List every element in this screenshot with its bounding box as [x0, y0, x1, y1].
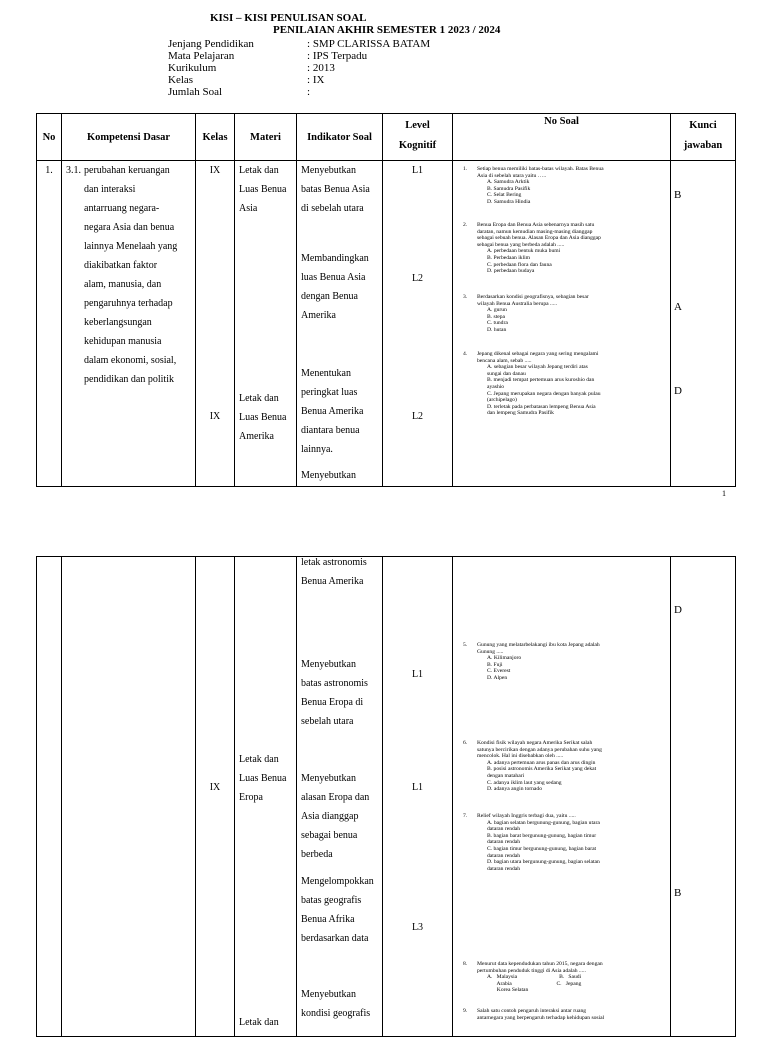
materi-line: Asia	[239, 203, 258, 214]
indikator-line: peringkat luas	[301, 387, 358, 398]
row-number-cell	[37, 557, 62, 1037]
indikator-line: Membandingkan	[301, 253, 369, 264]
meta-row: Kurikulum : 2013	[168, 62, 335, 74]
materi-eropa	[239, 750, 287, 807]
key-cell	[671, 161, 736, 487]
question-option: C. Selat Bering	[487, 192, 522, 199]
kelas-cell	[196, 161, 235, 487]
kelas-value: IX	[209, 165, 221, 176]
indikator-line: Mengelompokkan	[301, 876, 374, 887]
meta-label: Jumlah Soal	[168, 86, 223, 98]
question-stem: Asia di sebelah utara yaitu …..	[477, 172, 547, 179]
level-value: L2	[411, 411, 424, 422]
key-cell	[671, 557, 736, 1037]
question-stem: antarnegara yang berpengaruh terhadap kehidupan sosial	[477, 1014, 605, 1021]
question-7	[463, 813, 663, 872]
question-option: B. posisi astronomis Amerika Serikat yang dekat	[487, 766, 597, 773]
kelas-value: IX	[209, 411, 221, 422]
indikator-line: sebagai benua	[301, 830, 358, 841]
question-stem: Menurut data kependudukan tahun 2015, negara dengan	[477, 961, 603, 967]
indikator-line: dengan Benua	[301, 291, 358, 302]
question-number: 4.	[463, 351, 468, 357]
col-kunci-line-2: jawaban	[683, 140, 723, 151]
indikator-line: diantara benua	[301, 425, 360, 436]
kelas-value: IX	[209, 782, 221, 793]
kd-line: lainnya Menelaah yang	[84, 241, 178, 252]
meta-row: Jumlah Soal :	[168, 86, 313, 98]
indikator-line: batas Benua Asia	[301, 184, 370, 195]
kd-line: diakibatkan faktor	[84, 260, 158, 271]
question-option: Arabia C. Jepang	[487, 980, 582, 987]
question-option: dataran rendah	[487, 839, 521, 846]
table-row	[37, 557, 736, 1037]
question-stem: Setiap benua memiliki batas-batas wilayah. Batas Benua	[477, 166, 604, 172]
indikator-line: Menyebutkan	[301, 773, 356, 784]
indikator-cell	[297, 557, 383, 1037]
kd-line: kehidupan manusia	[84, 336, 162, 347]
meta-value: 2013	[312, 62, 335, 74]
level-value: L3	[411, 922, 424, 933]
question-option: A. sebagian besar wilayah Jepang terdiri atas	[487, 364, 588, 371]
question-option: dan lempeng Samudra Pasifik	[487, 410, 554, 417]
kd-line: pendidikan dan politik	[84, 374, 174, 385]
question-stem: pertumbuhan penduduk tinggi di Asia adalah .....	[477, 967, 586, 974]
meta-value: SMP CLARISSA BATAM	[312, 38, 431, 50]
materi-cell	[235, 161, 297, 487]
kd-number: 3.1.	[66, 165, 81, 176]
meta-row: Kelas : IX	[168, 74, 325, 86]
question-option: dengan matahari	[487, 772, 525, 779]
question-stem: bencana alam, sebab .....	[477, 357, 532, 364]
level-value: L2	[411, 273, 424, 284]
kd-line: dan interaksi	[84, 184, 136, 195]
materi-line: Letak dan	[239, 1017, 279, 1028]
level-value: L1	[411, 165, 424, 176]
indikator-line: alasan Eropa dan	[301, 792, 370, 803]
question-option: B. stepa	[487, 313, 506, 320]
indikator-cell	[297, 161, 383, 487]
indikator-line: Asia dianggap	[301, 811, 359, 822]
question-option: A. adanya pertemuan arus panas dan arus dingin	[487, 759, 596, 766]
indikator-line: sebelah utara	[301, 716, 354, 727]
questions-cell	[453, 557, 671, 1037]
answer-key: B	[674, 887, 682, 899]
question-stem: Relief wilayah Inggris terbagi dua, yaitu .....	[477, 813, 576, 819]
question-option: D. bagian utara bergunung-gunung, bagian selatan	[487, 859, 600, 866]
kd-line: antarruang negara-	[84, 203, 160, 214]
row-number: 1.	[37, 161, 62, 487]
question-option: A. Kilimanjoro	[487, 655, 522, 662]
meta-value: IX	[312, 74, 325, 86]
question-stem: daratan, namun kemudian masing-masing dianggap	[477, 228, 593, 235]
kd-line: negara Asia dan benua	[84, 222, 175, 233]
indikator-line: Benua Amerika	[301, 406, 364, 417]
col-level-line-1: Level	[405, 120, 430, 131]
materi-line: Amerika	[239, 431, 274, 442]
question-option: A. gurun	[487, 307, 507, 314]
question-option: C. adanya iklim laut yang sedang	[487, 779, 562, 786]
meta-label: Kurikulum	[168, 62, 217, 74]
indikator-line: lainnya.	[301, 444, 333, 455]
question-stem: sebagai sebuah benua. Alasan Eropa dan Asia dianggap	[477, 235, 601, 242]
meta-label: Kelas	[168, 74, 194, 86]
kisi-table-page-1	[36, 113, 736, 487]
question-option: dataran rendah	[487, 852, 521, 859]
page-number: 1	[722, 489, 726, 498]
question-stem: sebagai benua yang berbeda adalah .....	[477, 241, 565, 248]
question-option: D. hutan	[487, 326, 507, 333]
question-8	[463, 961, 663, 994]
materi-next	[239, 1013, 279, 1032]
meta-value: IPS Terpadu	[312, 50, 368, 62]
question-option: C. Jepang merupakan negara dengan banyak pulau	[487, 390, 601, 397]
question-option: dataran rendah	[487, 826, 521, 833]
question-option: C. Everest	[487, 668, 511, 675]
question-option: B. Samudra Pasifik	[487, 185, 531, 192]
question-1	[463, 166, 663, 206]
col-kelas: Kelas	[196, 114, 235, 161]
question-5	[463, 642, 663, 682]
question-option: Korea Selatan	[487, 987, 529, 994]
col-kunci	[671, 114, 736, 161]
question-number: 3.	[463, 294, 468, 300]
meta-row: Jenjang Pendidikan : SMP CLARISSA BATAM	[168, 38, 431, 50]
question-stem: Jepang dikenal sebagai negara yang sering mengalami	[477, 351, 599, 357]
question-option: A. perbedaan bentuk muka bumi	[487, 248, 561, 255]
question-number: 8.	[463, 961, 468, 967]
question-number: 5.	[463, 642, 468, 648]
kd-line: keberlangsungan	[84, 317, 152, 328]
col-kompetensi: Kompetensi Dasar	[62, 114, 196, 161]
meta-block	[168, 38, 468, 98]
question-6	[463, 740, 663, 793]
question-option: A. Malaysia B. Saudi	[487, 974, 582, 981]
materi-amerika	[239, 389, 287, 446]
materi-line: Eropa	[239, 792, 263, 803]
indikator-4	[301, 872, 374, 948]
question-option: D. Samudra Hindia	[487, 198, 531, 205]
indikator-line: batas geografis	[301, 895, 362, 906]
kd-cell	[62, 557, 196, 1037]
question-stem: Gunung .....	[477, 648, 504, 655]
question-option: C. perbedaan flora dan fauna	[487, 261, 552, 268]
indikator-line: Benua Eropa di	[301, 697, 364, 708]
question-option: B. menjadi tempat pertemuan arus kuroshio dan	[487, 377, 595, 384]
col-materi: Materi	[235, 114, 297, 161]
question-stem: Kondisi fisik wilayah negara Amerika Serikat salah	[477, 740, 593, 746]
indikator-line: Benua Amerika	[301, 576, 364, 587]
answer-key: B	[674, 189, 682, 201]
indikator-line: letak astronomis	[301, 557, 367, 568]
question-4	[463, 351, 663, 417]
level-cell	[383, 161, 453, 487]
question-stem: mencolok. Hal ini disebabkan oleh .....	[477, 753, 564, 760]
indikator-line: Benua Afrika	[301, 914, 355, 925]
materi-line: Luas Benua	[239, 773, 287, 784]
question-number: 2.	[463, 222, 468, 228]
level-cell	[383, 557, 453, 1037]
indikator-line: Amerika	[301, 310, 336, 321]
table-header-row	[37, 114, 736, 161]
question-option: A. Samudra Arktik	[487, 179, 530, 186]
question-option: ayashio	[487, 383, 505, 390]
meta-row: Mata Pelajaran : IPS Terpadu	[168, 50, 368, 62]
doc-title-2: PENILAIAN AKHIR SEMESTER 1 2023 / 2024	[273, 24, 501, 36]
question-stem: Berdasarkan kondisi geografisnya, sebagian besar	[477, 294, 589, 300]
indikator-line: Menyebutkan	[301, 659, 356, 670]
question-number: 1.	[463, 166, 468, 172]
question-2	[463, 222, 663, 275]
indikator-line: batas astronomis	[301, 678, 368, 689]
indikator-line: Menyebutkan	[301, 165, 356, 176]
materi-line: Letak dan	[239, 165, 279, 176]
questions-cell	[453, 161, 671, 487]
indikator-line: kondisi geografis	[301, 1008, 371, 1019]
question-option: C. tundra	[487, 320, 508, 327]
question-option: A. bagian selatan bergunung-gunung, bagian utara	[487, 819, 600, 826]
question-option: B. Perbedaan iklim	[487, 254, 531, 261]
col-kunci-line-1: Kunci	[689, 120, 717, 131]
question-stem: Gunung yang melatarbelakangi ibu kota Jepang adalah	[477, 642, 600, 648]
question-option: D. adanya angin tornado	[487, 786, 542, 793]
col-level	[383, 114, 453, 161]
indikator-2	[301, 249, 369, 325]
question-option: D. perbedaan budaya	[487, 268, 535, 275]
indikator-3	[301, 364, 363, 459]
kd-line: pengaruhnya terhadap	[84, 298, 173, 309]
answer-key: D	[674, 604, 682, 616]
kd-cell	[62, 161, 196, 487]
indikator-line: luas Benua Asia	[301, 272, 366, 283]
question-option: B. Fuji	[487, 661, 503, 668]
kd-line: dalam ekonomi, sosial,	[84, 355, 177, 366]
question-option: D. Alpen	[487, 674, 508, 681]
materi-asia	[239, 161, 287, 218]
indikator-1	[301, 553, 367, 591]
kd-text	[84, 161, 196, 389]
question-stem: wilayah Benua Australia berupa .....	[477, 300, 557, 307]
meta-label: Jenjang Pendidikan	[168, 38, 254, 50]
question-stem: Salah satu contoh pengaruh interaksi antar ruang	[477, 1008, 587, 1014]
doc-title-1: KISI – KISI PENULISAN SOAL	[210, 12, 367, 24]
indikator-3	[301, 769, 369, 864]
materi-line: Luas Benua	[239, 412, 287, 423]
question-number: 6.	[463, 740, 468, 746]
question-option: D. terletak pada perbatasan lempeng Benua Asia	[487, 403, 596, 410]
indikator-5	[301, 985, 370, 1023]
materi-line: Luas Benua	[239, 184, 287, 195]
col-nosoal: No Soal	[453, 114, 671, 161]
table-row	[37, 161, 736, 487]
answer-key: D	[674, 385, 682, 397]
question-number: 9.	[463, 1008, 468, 1014]
kisi-table-page-2	[36, 556, 736, 1037]
question-option: dataran rendah	[487, 865, 521, 872]
indikator-1	[301, 161, 370, 218]
indikator-2	[301, 655, 368, 731]
materi-cell	[235, 557, 297, 1037]
indikator-line: Menyebutkan	[301, 989, 356, 1000]
kd-line: alam, manusia, dan	[84, 279, 162, 290]
question-number: 7.	[463, 813, 468, 819]
question-option: B. bagian barat bergunung-gunung, bagian timur	[487, 832, 597, 839]
answer-key: A	[674, 301, 682, 313]
question-9	[463, 1008, 663, 1021]
indikator-line: di sebelah utara	[301, 203, 364, 214]
materi-line: Letak dan	[239, 754, 279, 765]
indikator-line: Menentukan	[301, 368, 351, 379]
indikator-4	[301, 466, 356, 485]
question-stem: Benua Eropa dan Benua Asia sebenarnya masih satu	[477, 222, 595, 228]
kelas-cell	[196, 557, 235, 1037]
level-value: L1	[411, 782, 424, 793]
question-3	[463, 294, 663, 334]
level-value: L1	[411, 669, 424, 680]
meta-label: Mata Pelajaran	[168, 50, 235, 62]
materi-line: Letak dan	[239, 393, 279, 404]
col-indikator: Indikator Soal	[297, 114, 383, 161]
indikator-line: Menyebutkan	[301, 470, 356, 481]
kd-line: perubahan keruangan	[84, 165, 170, 176]
indikator-line: berbeda	[301, 849, 333, 860]
question-stem: satunya bercirikan dengan adanya perubahan suhu yang	[477, 746, 602, 753]
question-option: (archipelago)	[487, 397, 517, 404]
indikator-line: berdasarkan data	[301, 933, 369, 944]
col-no: No	[37, 114, 62, 161]
question-option: C. bagian timur bergunung-gunung, bagian barat	[487, 845, 597, 852]
col-level-line-2: Kognitif	[398, 140, 437, 151]
question-option: sungai dan danau	[487, 370, 526, 377]
